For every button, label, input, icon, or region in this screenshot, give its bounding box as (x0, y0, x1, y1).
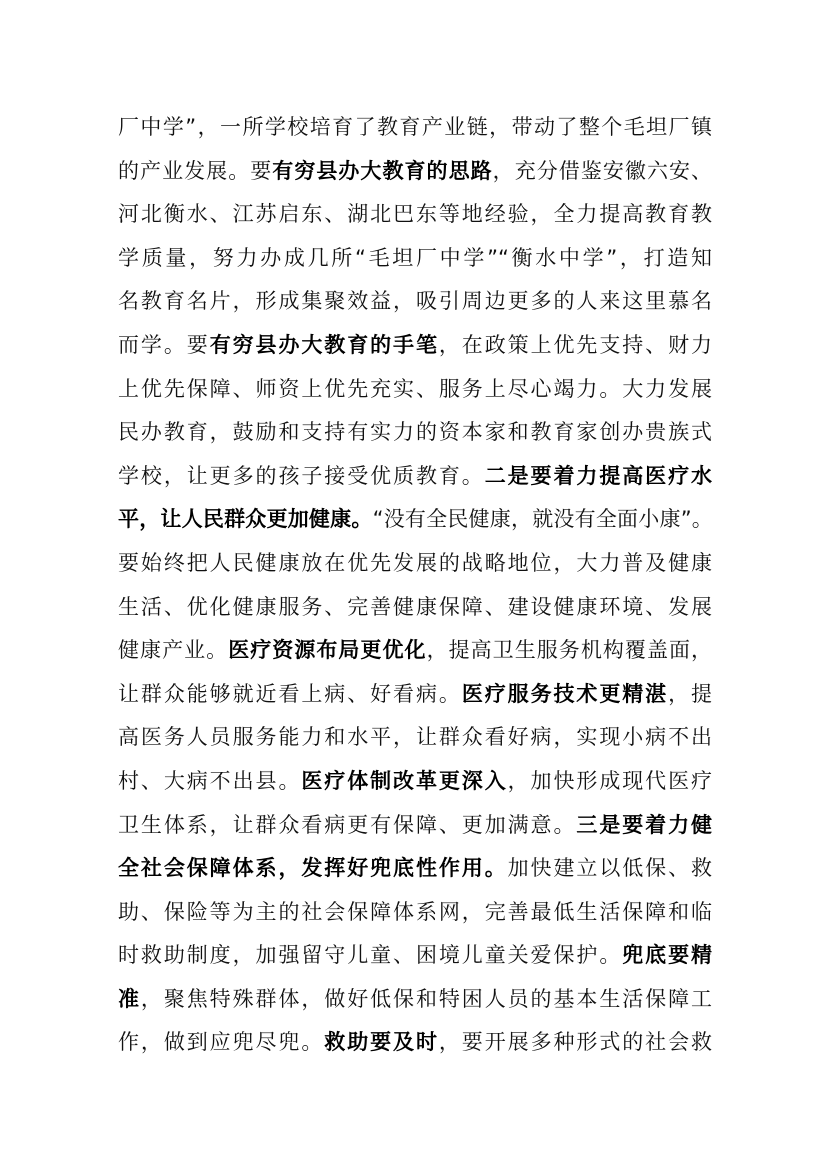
text-line (118, 280, 712, 324)
text-segment: 生活、优化健康服务、完善健康保障、建设健康环境、发展 (118, 594, 712, 619)
bold-text-segment: 三是要着力健 (576, 812, 712, 837)
text-segment: 助、保险等为主的社会保障体系网，完善最低生活保障和临 (118, 899, 712, 924)
text-segment: 学校，让更多的孩子接受优质教育。 (118, 463, 485, 488)
text-segment: 名教育名片，形成集聚效益，吸引周边更多的人来这里慕名 (118, 289, 712, 314)
text-segment: ，加快形成现代医疗 (507, 768, 712, 793)
bold-text-segment: 救助要及时 (324, 1030, 439, 1055)
bold-text-segment: 有穷县办大教育的思路 (272, 158, 493, 183)
text-segment: 加快建立以低保、救 (507, 856, 712, 881)
text-line (118, 891, 712, 935)
text-segment: 民办教育，鼓励和支持有实力的资本家和教育家创办贵族式 (118, 420, 712, 445)
text-line (118, 804, 712, 848)
text-segment: 上优先保障、师资上优先充实、服务上尽心竭力。大力发展 (118, 376, 712, 401)
text-segment: ，提 (668, 681, 712, 706)
text-line (118, 150, 712, 194)
text-segment: 让群众能够就近看上病、好看病。 (118, 681, 462, 706)
bold-text-segment: 平，让人民群众更加健康。 (118, 507, 373, 532)
text-segment: ，提高卫生服务机构覆盖面， (426, 638, 712, 663)
text-line (118, 193, 712, 237)
text-line (118, 978, 712, 1022)
text-line (118, 237, 712, 281)
text-line (118, 934, 712, 978)
text-segment: ，聚焦特殊群体，做好低保和特困人员的基本生活保障工 (140, 986, 712, 1011)
text-line (118, 847, 712, 891)
text-segment: 河北衡水、江苏启东、湖北巴东等地经验，全力提高教育教 (118, 202, 712, 227)
text-segment: ，在政策上优先支持、财力 (438, 332, 712, 357)
bold-text-segment: 医疗服务技术更精湛 (461, 681, 669, 706)
bold-text-segment: 有穷县办大教育的手笔 (209, 332, 439, 357)
text-segment: 的产业发展。要 (118, 158, 273, 183)
text-segment: 时救助制度，加强留守儿童、困境儿童关爱保护。 (118, 943, 623, 968)
text-segment: ，充分借鉴安徽六安、 (492, 158, 712, 183)
text-line (118, 1021, 712, 1065)
bold-text-segment: 医疗体制改革更深入 (301, 768, 508, 793)
text-segment: 厂中学”，一所学校培育了教育产业链，带动了整个毛坦厂镇 (118, 115, 712, 139)
text-segment: 作，做到应兜尽兜。 (118, 1030, 325, 1055)
text-line (118, 455, 712, 499)
text-line (118, 542, 712, 586)
text-segment: 健康产业。 (118, 638, 229, 663)
text-line (118, 498, 712, 542)
text-line (118, 324, 712, 368)
text-line (118, 673, 712, 717)
text-line (118, 586, 712, 630)
text-segment: ，要开展多种形式的社会救 (438, 1030, 712, 1055)
text-line (118, 716, 712, 760)
text-line (118, 411, 712, 455)
text-line (118, 760, 712, 804)
text-segment: 高医务人员服务能力和水平，让群众看好病，实现小病不出 (118, 725, 712, 750)
text-line (118, 106, 712, 150)
text-segment: 村、大病不出县。 (118, 768, 302, 793)
text-segment: 要始终把人民健康放在优先发展的战略地位，大力普及健康 (118, 550, 712, 575)
text-segment: 而学。要 (118, 332, 210, 357)
body-text (118, 106, 712, 1065)
text-line (118, 629, 712, 673)
text-segment: 学质量，努力办成几所“毛坦厂中学”“衡水中学”，打造知 (118, 245, 712, 270)
text-line (118, 368, 712, 412)
bold-text-segment: 准 (118, 986, 141, 1011)
text-segment: 卫生体系，让群众看病更有保障、更加满意。 (118, 812, 577, 837)
bold-text-segment: 医疗资源布局更优化 (228, 638, 427, 663)
bold-text-segment: 兜底要精 (622, 943, 712, 968)
text-segment: “没有全民健康，就没有全面小康”。 (372, 507, 712, 532)
bold-text-segment: 全社会保障体系，发挥好兜底性作用。 (118, 856, 508, 881)
bold-text-segment: 二是要着力提高医疗水 (484, 463, 712, 488)
